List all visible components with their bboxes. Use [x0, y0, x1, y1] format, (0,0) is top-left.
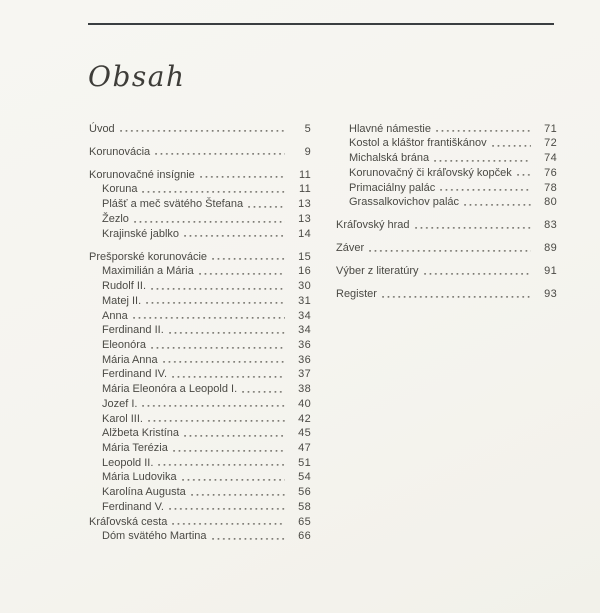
dot-leader: [155, 153, 285, 155]
toc-entry: [89, 323, 311, 338]
toc-entry-label: Korunovačné insígnie: [89, 168, 195, 181]
toc-entry-page-number: 31: [298, 294, 311, 307]
toc-entry: [89, 470, 311, 485]
toc-entry-label: Mária Eleonóra a Leopold I.: [102, 383, 238, 396]
toc-entry-label: Žezlo: [102, 212, 129, 225]
toc-entry: [89, 529, 311, 544]
toc-entry: [336, 121, 557, 136]
toc-entry-label: Leopold II.: [102, 456, 154, 469]
dot-leader: [242, 391, 285, 393]
dot-leader: [169, 332, 285, 334]
toc-entry: [336, 180, 557, 195]
toc-entry-page-number: 45: [298, 427, 311, 440]
toc-entry-label: Záver: [336, 242, 365, 255]
toc-entry-page-number: 9: [304, 145, 311, 158]
toc-entry-label: Mária Anna: [102, 353, 158, 366]
toc-entry-label: Mária Terézia: [102, 441, 168, 454]
dot-leader: [492, 145, 531, 147]
toc-entry-page-number: 80: [544, 196, 557, 209]
dot-leader: [146, 302, 285, 304]
toc-entry-page-number: 51: [298, 456, 311, 469]
dot-leader: [148, 420, 285, 422]
toc-entry: [89, 249, 311, 264]
toc-entry: [89, 411, 311, 426]
dot-leader: [182, 479, 285, 481]
toc-entry: [89, 426, 311, 441]
toc-entry-label: Jozef I.: [102, 397, 138, 410]
toc-entry-label: Ferdinand II.: [102, 324, 164, 337]
toc-entry-page-number: 71: [544, 122, 557, 135]
toc-entry-page-number: 89: [544, 242, 557, 255]
dot-leader: [415, 227, 531, 229]
toc-entry-page-number: 37: [298, 368, 311, 381]
toc-entry-label: Kráľovská cesta: [89, 515, 168, 528]
toc-entry-page-number: 78: [544, 181, 557, 194]
toc-entry: [89, 211, 311, 226]
dot-leader: [191, 494, 285, 496]
toc-entry-label: Primaciálny palác: [349, 181, 436, 194]
toc-entry-page-number: 38: [298, 383, 311, 396]
toc-entry-label: Korunovácia: [89, 145, 151, 158]
toc-entry: [336, 195, 557, 210]
dot-leader: [424, 273, 531, 275]
toc-entry: [89, 396, 311, 411]
toc-entry-page-number: 5: [304, 122, 311, 135]
toc-entry-label: Korunovačný či kráľovský kopček: [349, 166, 512, 179]
dot-leader: [133, 317, 285, 319]
toc-entry-label: Úvod: [89, 122, 115, 135]
toc-entry-label: Hlavné námestie: [349, 122, 431, 135]
toc-entry-page-number: 83: [544, 219, 557, 232]
toc-entry-label: Register: [336, 288, 377, 301]
dot-leader: [158, 464, 285, 466]
dot-leader: [169, 508, 285, 510]
dot-leader: [134, 221, 285, 223]
toc-entry-label: Ferdinand IV.: [102, 368, 168, 381]
toc-entry: [89, 484, 311, 499]
toc-entry-page-number: 76: [544, 166, 557, 179]
toc-entry: [336, 264, 557, 279]
toc-entry-page-number: 13: [298, 212, 311, 225]
toc-column-left: [89, 121, 311, 543]
toc-entry-page-number: 66: [298, 530, 311, 543]
toc-entry-label: Mária Ludovika: [102, 471, 177, 484]
toc-entry-label: Koruna: [102, 183, 138, 196]
toc-entry: [89, 182, 311, 197]
toc-entry-page-number: 15: [298, 250, 311, 263]
toc-entry: [89, 196, 311, 211]
toc-entry-label: Výber z literatúry: [336, 265, 419, 278]
dot-leader: [436, 130, 531, 132]
toc-entry: [89, 144, 311, 159]
toc-entry: [89, 293, 311, 308]
toc-entry: [336, 241, 557, 256]
toc-entry-label: Dóm svätého Martina: [102, 530, 207, 543]
toc-entry-label: Matej II.: [102, 294, 142, 307]
toc-entry-page-number: 74: [544, 152, 557, 165]
toc-entry: [89, 278, 311, 293]
dot-leader: [173, 450, 285, 452]
dot-leader: [517, 174, 531, 176]
toc-entry-page-number: 36: [298, 353, 311, 366]
toc-entry-page-number: 42: [298, 412, 311, 425]
dot-leader: [212, 258, 285, 260]
toc-entry-page-number: 14: [298, 227, 311, 240]
toc-entry-label: Rudolf II.: [102, 280, 147, 293]
toc-entry-page-number: 30: [298, 280, 311, 293]
dot-leader: [172, 376, 285, 378]
toc-entry-page-number: 91: [544, 265, 557, 278]
dot-leader: [120, 130, 285, 132]
toc-entry: [336, 150, 557, 165]
toc-entry-page-number: 16: [298, 265, 311, 278]
toc-entry-label: Krajinské jablko: [102, 227, 180, 240]
toc-entry-label: Eleonóra: [102, 338, 147, 351]
toc-entry: [89, 308, 311, 323]
dot-leader: [434, 160, 531, 162]
dot-leader: [212, 538, 285, 540]
toc-entry: [336, 287, 557, 302]
toc-entry-label: Michalská brána: [349, 152, 430, 165]
toc-entry-label: Alžbeta Kristína: [102, 427, 180, 440]
dot-leader: [382, 296, 531, 298]
dot-leader: [184, 235, 285, 237]
page-title: Obsah: [88, 60, 186, 93]
toc-entry-page-number: 56: [298, 486, 311, 499]
dot-leader: [248, 206, 285, 208]
dot-leader: [199, 273, 285, 275]
toc-entry-page-number: 11: [298, 183, 311, 196]
toc-entry-page-number: 34: [298, 309, 311, 322]
dot-leader: [440, 189, 531, 191]
top-rule-divider: [88, 23, 554, 25]
toc-entry-page-number: 36: [298, 338, 311, 351]
dot-leader: [369, 250, 531, 252]
toc-entry: [336, 218, 557, 233]
toc-entry-label: Karolína Augusta: [102, 486, 186, 499]
toc-entry: [89, 167, 311, 182]
toc-entry-page-number: 34: [298, 324, 311, 337]
toc-entry: [89, 226, 311, 241]
toc-entry: [89, 264, 311, 279]
dot-leader: [142, 191, 285, 193]
toc-entry-label: Anna: [102, 309, 128, 322]
toc-entry: [89, 440, 311, 455]
toc-entry: [89, 455, 311, 470]
toc-entry-page-number: 47: [298, 441, 311, 454]
toc-entry-label: Kostol a kláštor františkánov: [349, 137, 487, 150]
dot-leader: [184, 435, 285, 437]
toc-entry-page-number: 13: [298, 198, 311, 211]
dot-leader: [142, 405, 285, 407]
dot-leader: [464, 204, 531, 206]
toc-entry: [89, 499, 311, 514]
toc-entry-page-number: 58: [298, 500, 311, 513]
toc-entry: [89, 367, 311, 382]
toc-entry: [89, 121, 311, 136]
toc-entry-page-number: 93: [544, 288, 557, 301]
toc-entry-label: Maximilián a Mária: [102, 265, 194, 278]
toc-entry-label: Kráľovský hrad: [336, 219, 410, 232]
dot-leader: [151, 288, 285, 290]
toc-entry: [336, 165, 557, 180]
toc-entry-page-number: 65: [298, 515, 311, 528]
toc-entry-label: Ferdinand V.: [102, 500, 164, 513]
dot-leader: [151, 347, 285, 349]
toc-entry-page-number: 72: [544, 137, 557, 150]
toc-entry-page-number: 54: [298, 471, 311, 484]
toc-entry: [89, 337, 311, 352]
toc-entry-page-number: 11: [298, 168, 311, 181]
toc-entry-label: Prešporské korunovácie: [89, 250, 208, 263]
toc-column-right: [336, 121, 557, 301]
dot-leader: [200, 176, 285, 178]
dot-leader: [163, 361, 285, 363]
toc-entry: [89, 352, 311, 367]
toc-entry-label: Grassalkovichov palác: [349, 196, 460, 209]
dot-leader: [172, 523, 285, 525]
toc-entry-label: Karol III.: [102, 412, 143, 425]
toc-entry: [336, 136, 557, 151]
toc-entry: [89, 381, 311, 396]
toc-entry: [89, 514, 311, 529]
toc-entry-label: Plášť a meč svätého Štefana: [102, 198, 244, 211]
toc-entry-page-number: 40: [298, 397, 311, 410]
